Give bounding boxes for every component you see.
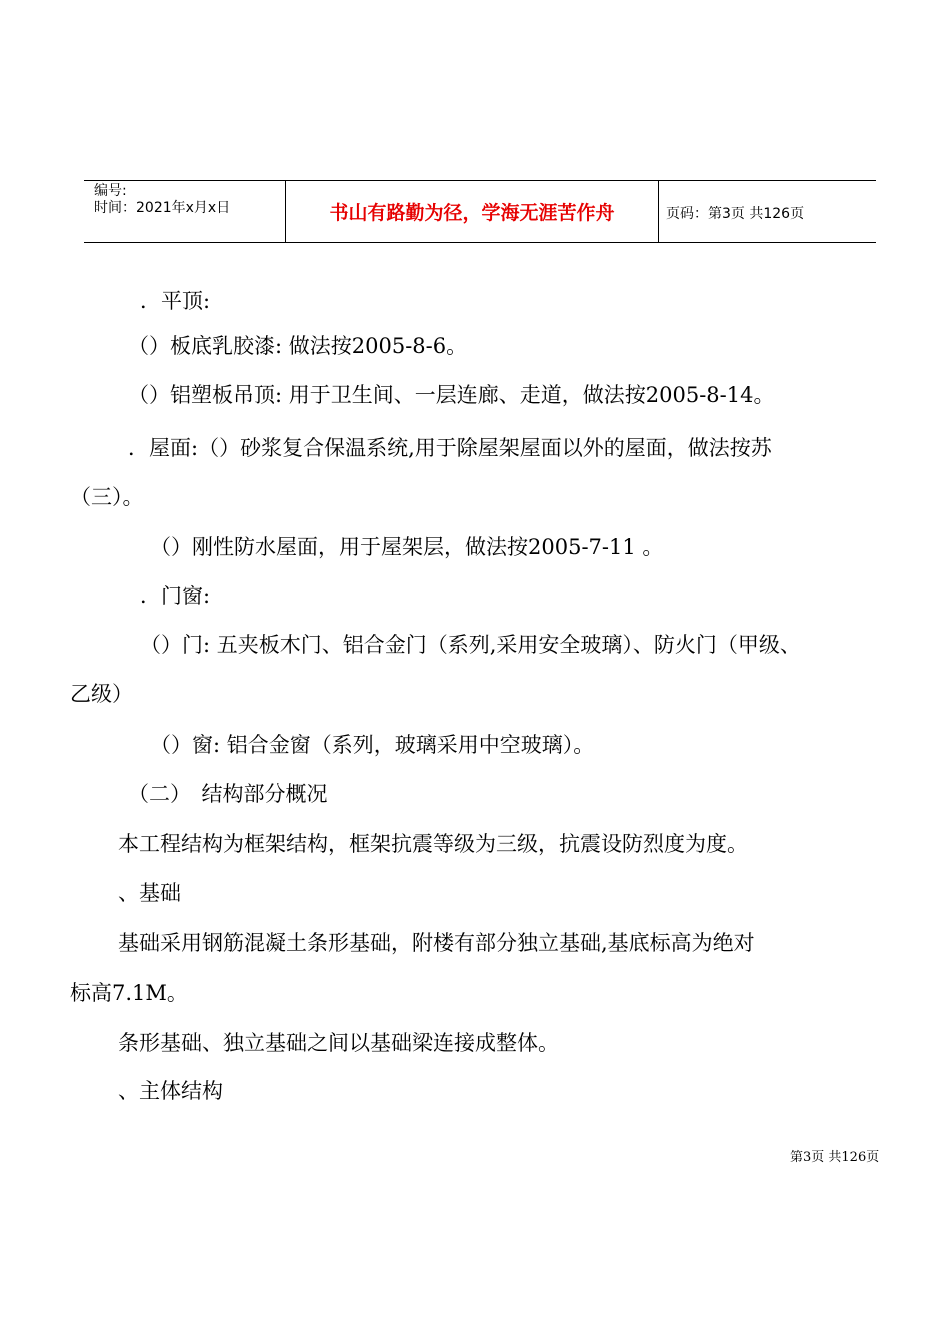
body-line: ．屋面:（）砂浆复合保温系统,用于除屋架屋面以外的屋面，做法按苏 <box>128 436 772 460</box>
body-line: ．门窗: <box>140 584 211 608</box>
header-meta <box>94 183 230 217</box>
page-footer: 第3页 共126页 <box>790 1150 880 1165</box>
body-line: （三）。 <box>70 485 144 509</box>
body-line: 条形基础、独立基础之间以基础梁连接成整体。 <box>118 1031 559 1055</box>
header-page-number: 页码：第3页 共126页 <box>666 206 805 222</box>
body-line: 本工程结构为框架结构，框架抗震等级为三级，抗震设防烈度为度。 <box>118 832 748 856</box>
document-header <box>84 180 876 243</box>
body-line: （）窗: 铝合金窗（系列，玻璃采用中空玻璃）。 <box>150 733 595 757</box>
body-line: （）铝塑板吊顶: 用于卫生间、一层连廊、走道，做法按2005-8-14。 <box>128 383 775 407</box>
document-date: 时间：2021年x月x日 <box>94 200 231 216</box>
body-line: 乙级） <box>70 682 133 706</box>
document-number-label: 编号: <box>94 183 127 199</box>
body-line: 基础采用钢筋混凝土条形基础，附楼有部分独立基础,基底标高为绝对 <box>118 931 755 955</box>
section-heading: 、基础 <box>118 881 181 905</box>
body-line: ．平顶: <box>140 289 211 313</box>
section-heading: （二） 结构部分概况 <box>128 782 328 806</box>
header-motto: 书山有路勤为径，学海无涯苦作舟 <box>285 181 659 242</box>
body-line: （）刚性防水屋面，用于屋架层，做法按2005-7-11 。 <box>150 535 664 559</box>
section-heading: 、主体结构 <box>118 1079 223 1103</box>
body-line: （）板底乳胶漆: 做法按2005-8-6。 <box>128 334 468 358</box>
body-line: 标高7.1M。 <box>70 981 188 1005</box>
body-line: （）门: 五夹板木门、铝合金门（系列,采用安全玻璃）、防火门（甲级、 <box>140 633 801 657</box>
